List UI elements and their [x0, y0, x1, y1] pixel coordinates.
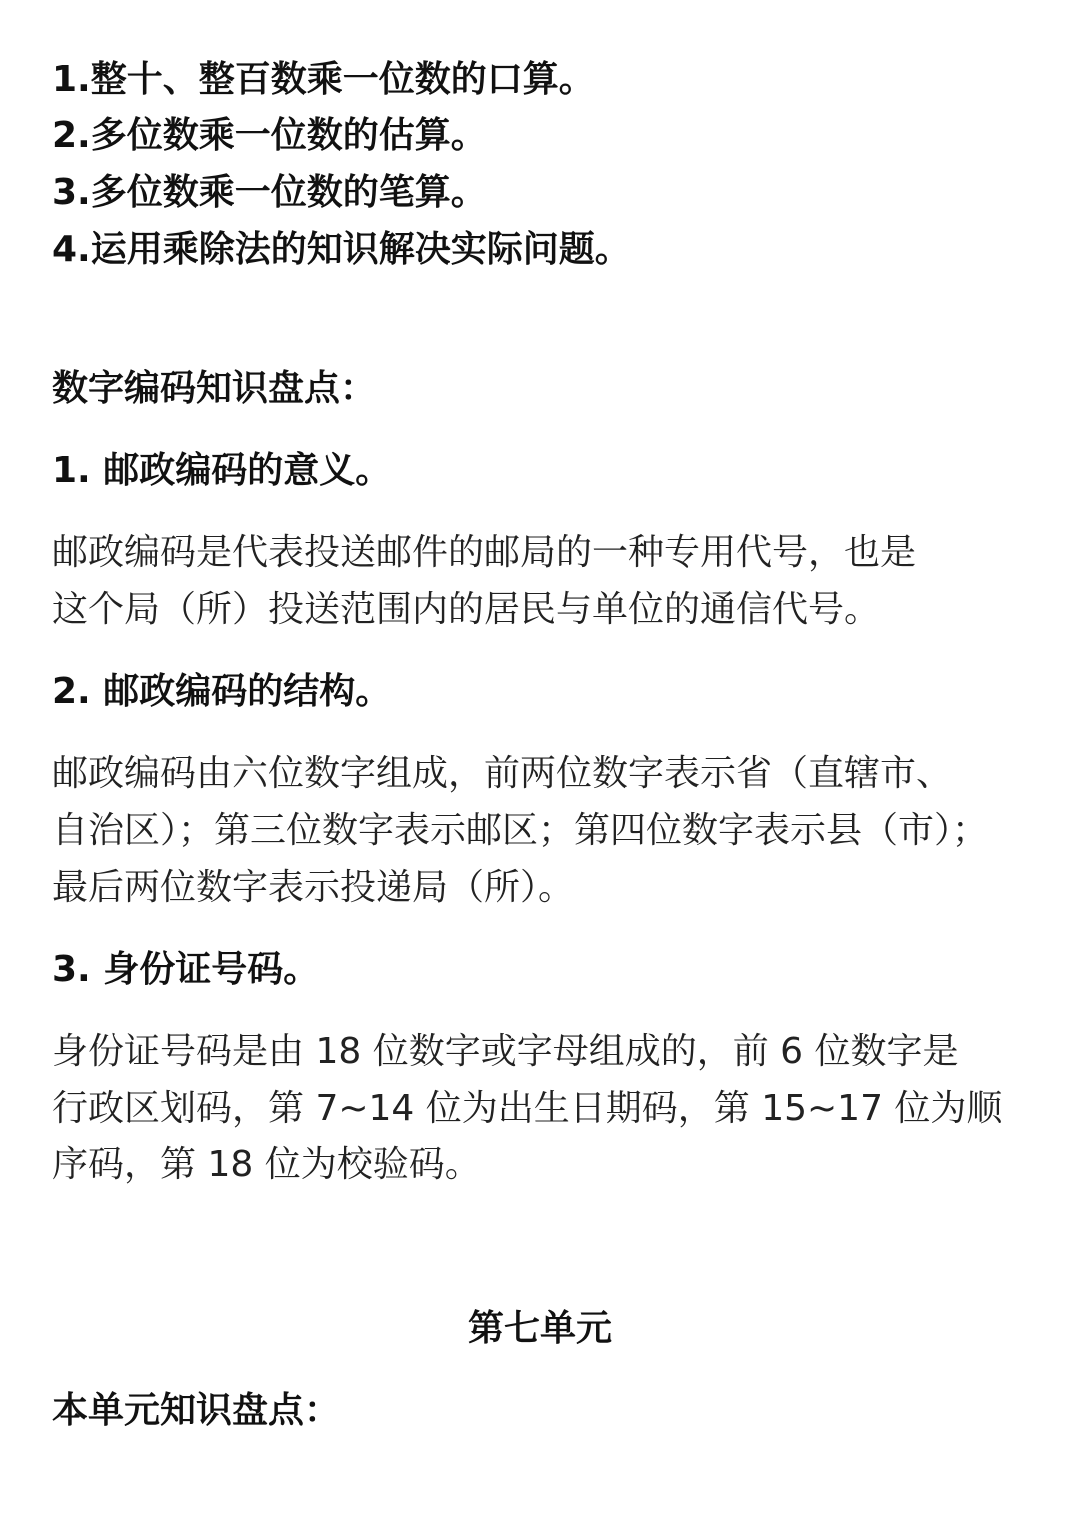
paragraph-line: 序码，第 18 位为校验码。 [52, 1144, 481, 1185]
paragraph-line: 身份证号码是由 18 位数字或字母组成的，前 6 位数字是 [52, 1031, 959, 1072]
unit-title: 第七单元 [467, 1308, 612, 1349]
list-item: 2.多位数乘一位数的估算。 [52, 115, 487, 156]
list-item: 3.多位数乘一位数的笔算。 [52, 172, 487, 213]
paragraph-line: 邮政编码是代表投送邮件的邮局的一种专用代号，也是 [52, 532, 917, 573]
list-item: 1.整十、整百数乘一位数的口算。 [52, 59, 595, 100]
paragraph-line: 自治区）；第三位数字表示邮区；第四位数字表示县（市）； [52, 810, 989, 851]
item-heading: 2. 邮政编码的结构。 [52, 671, 392, 712]
section-title: 数字编码知识盘点： [52, 368, 377, 409]
item-heading: 1. 邮政编码的意义。 [52, 450, 392, 491]
list-item: 4.运用乘除法的知识解决实际问题。 [52, 229, 631, 270]
paragraph-line: 邮政编码由六位数字组成，前两位数字表示省（直辖市、 [52, 753, 953, 794]
paragraph-line: 行政区划码，第 7~14 位为出生日期码，第 15~17 位为顺 [52, 1088, 1003, 1129]
paragraph-line: 最后两位数字表示投递局（所）。 [52, 867, 575, 908]
item-heading: 3. 身份证号码。 [52, 949, 320, 990]
paragraph-line: 这个局（所）投送范围内的居民与单位的通信代号。 [52, 589, 881, 630]
unit-subtitle: 本单元知识盘点： [52, 1390, 341, 1431]
